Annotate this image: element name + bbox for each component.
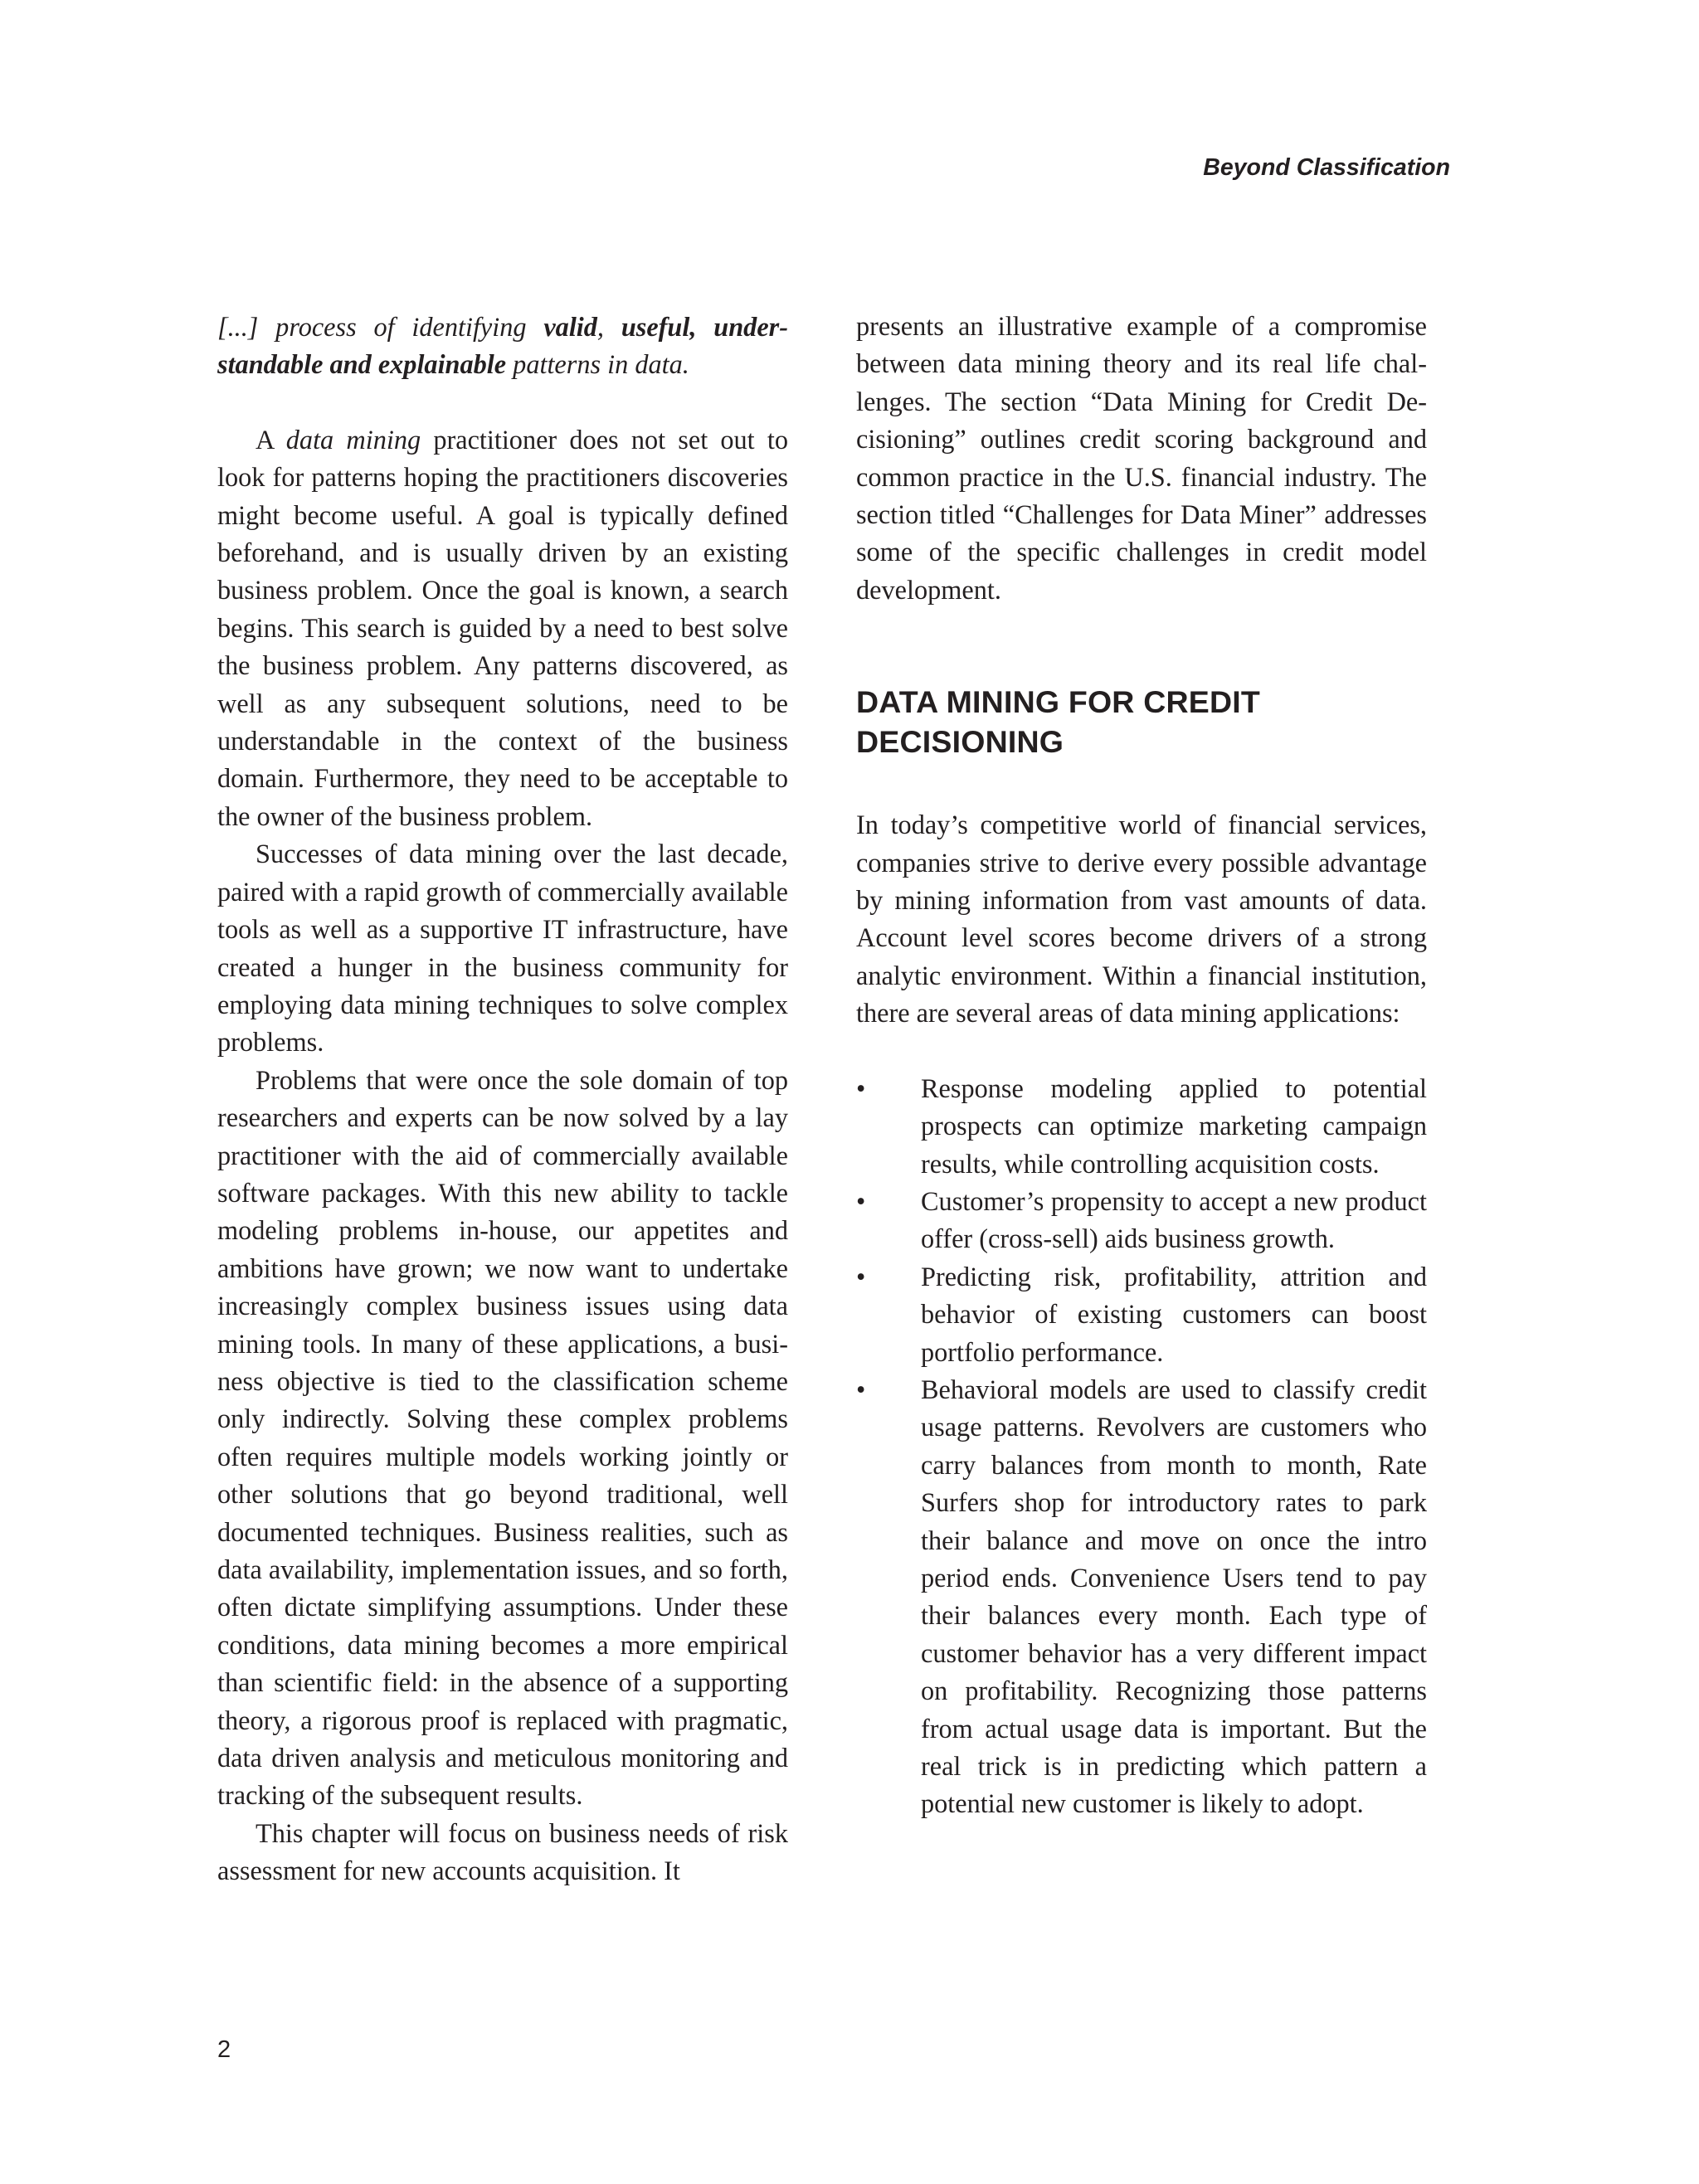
list-item-text: Response modeling applied to potential prospects can optimize marketing campaign results, while controlling acquisition costs.	[921, 1073, 1427, 1179]
right-column	[856, 308, 1427, 1823]
paragraph-chapter-focus: This chapter will focus on business needs of risk assessment for new accounts acquisition. It	[217, 1817, 788, 1886]
list-item	[856, 1183, 1427, 1258]
para1-italic-term: data mining	[285, 424, 421, 455]
paragraph-problems: Problems that were once the sole domain of top researchers and experts can be now solved by a lay practitioner with the aid of commercially available software packages. With this new ability to tackle modeling problems in-house, our appetites and ambitions have grown; we now want to undertake increasingly complex business issues using data mining tools. In many of these applications, a business objective is tied to the classification scheme only indirectly. Solving these complex problems often requires multiple models working jointly or other solutions that go beyond traditional, well documented techniques. Business realities, such as data availability, implementation issues, and so forth, often dictate simplifying assumptions. Under these conditions, data mining becomes a more empirical than scientific field: in the absence of a supporting theory, a rigorous proof is replaced with pragmatic, data driven analysis and meticulous monitoring and tracking of the subsequent results.	[217, 1064, 788, 1811]
paragraph-practitioner	[217, 421, 788, 835]
list-item	[856, 1371, 1427, 1823]
list-item	[856, 1070, 1427, 1183]
para1-rest: practitioner does not set out to look for patterns hoping the practitioners discoveries might become useful. A goal is typically defined beforehand, and is usually driven by an existing business problem. Once the goal is known, a search begins. This search is guided by a need to best solve the business problem. Any patterns discovered, as well as any subsequent solutions, need to be understandable in the context of the business domain. Furthermore, they need to be acceptable to the owner of the business problem.	[217, 424, 788, 831]
quote-bold-2: useful, understandable and explainable	[217, 312, 788, 380]
paragraph-continuation: presents an illustrative example of a compromise between data mining theory and its real life challenges. The section “Data Mining for Credit Decisioning” outlines credit scoring background and common practice in the U.S. financial industry. The section titled “Challenges for Data Miner” addresses some of the specific challenges in credit model development.	[856, 311, 1427, 605]
definition-quote	[217, 309, 788, 384]
applications-list	[856, 1070, 1427, 1823]
page-number: 2	[217, 2036, 231, 2063]
list-item-text: Customer’s propensity to accept a new product offer (cross-sell) aids business growth.	[921, 1185, 1427, 1254]
para1-lead: A	[256, 424, 286, 455]
bullet-icon: •	[856, 1261, 866, 1291]
bullet-icon: •	[856, 1374, 866, 1404]
bullet-icon: •	[856, 1185, 866, 1216]
section-heading: DATA MINING FOR CREDIT DECISIONING	[856, 684, 1260, 760]
paragraph-successes: Successes of data mining over the last decade, paired with a rapid growth of commercially available tools as well as a supportive IT infrastructure, have created a hunger in the business community for employing data mining techniques to solve complex problems.	[217, 839, 788, 1058]
list-item-text: Behavioral models are used to classify credit usage patterns. Revolvers are customers who carry balances from month to month, Rate Surfers shop for introductory rates to park their balance and move on once the intro period ends. Convenience Users tend to pay their balances every month. Each type of customer behavior has a very different impact on profitability. Recognizing those patterns from actual usage data is important. But the real trick is in predicting which pattern a potential new customer is likely to adopt.	[921, 1374, 1427, 1819]
quote-bold-1: valid	[543, 312, 597, 342]
quote-text-2: ,	[596, 312, 621, 342]
running-head: Beyond Classification	[1203, 154, 1450, 181]
quote-text-1: [...] process of identifying	[217, 312, 544, 342]
quote-text-3: patterns in data.	[506, 349, 689, 380]
list-item	[856, 1258, 1427, 1371]
left-column	[217, 309, 788, 1890]
bullet-icon: •	[856, 1073, 866, 1103]
paragraph-intro: In today’s competitive world of financial services, companies strive to derive every possible advantage by mining information from vast amounts of data. Account level scores become drivers of a strong analytic environment. Within a financial institution, there are several areas of data mining applications:	[856, 810, 1427, 1029]
list-item-text: Predicting risk, profitability, attrition and behavior of existing customers can boost portfolio performance.	[921, 1261, 1427, 1367]
